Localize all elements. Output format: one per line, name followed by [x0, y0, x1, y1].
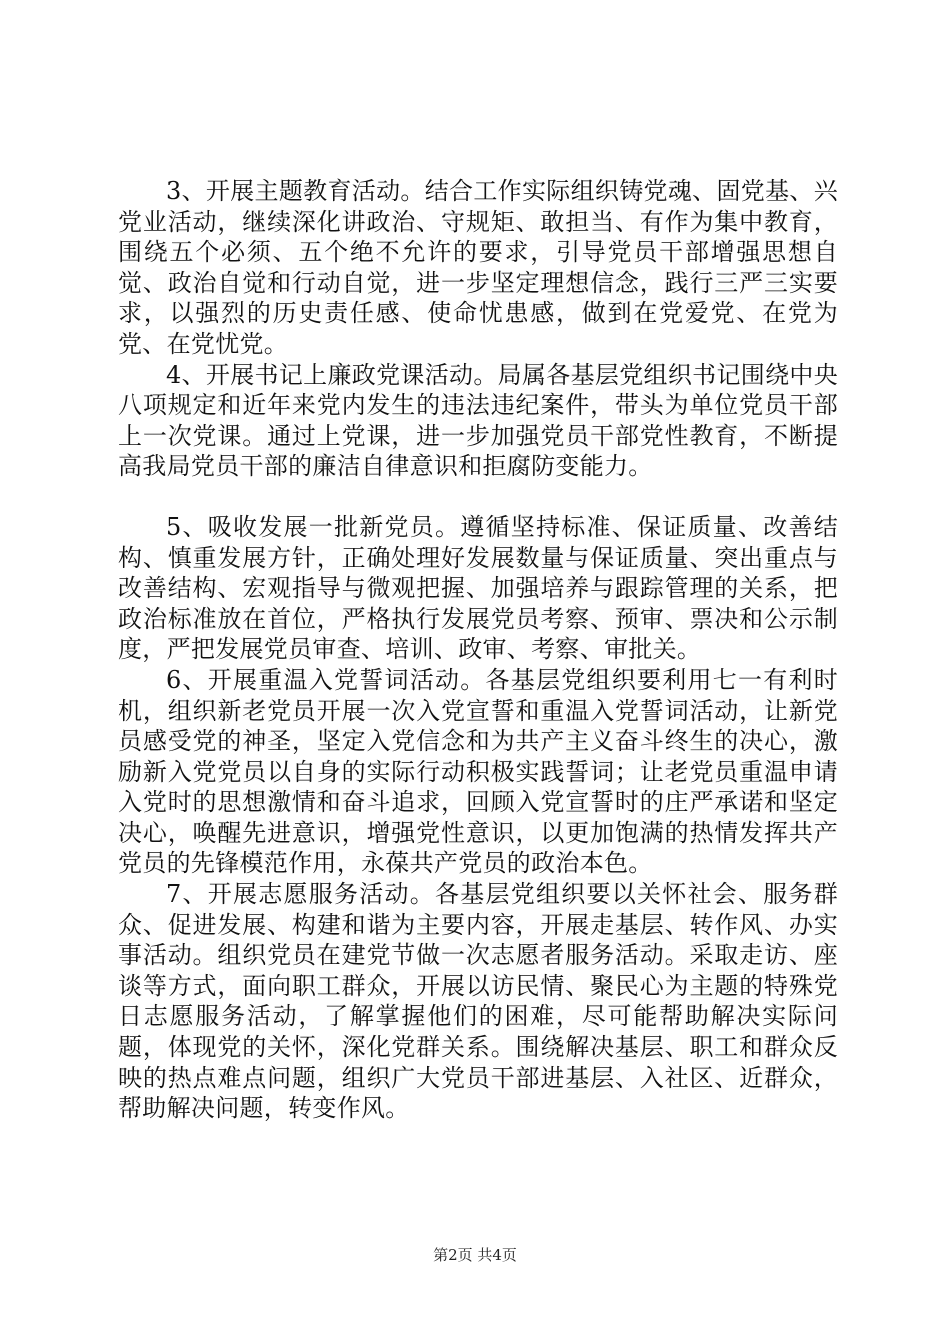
- paragraph-3-theme-education: 3、开展主题教育活动。结合工作实际组织铸党魂、固党基、兴党业活动，继续深化讲政治、守规矩、敢担当、有作为集中教育，围绕五个必须、五个绝不允许的要求，引导党员干部增强思想自觉、政治自觉和行动自觉，进一步坚定理想信念，践行三严三实要求，以强烈的历史责任感、使命忧患感，做到在党爱党、在党为党、在党忧党。: [118, 177, 838, 358]
- paragraph-7-volunteer-service: 7、开展志愿服务活动。各基层党组织要以关怀社会、服务群众、促进发展、构建和谐为主要内容，开展走基层、转作风、办实事活动。组织党员在建党节做一次志愿者服务活动。采取走访、座谈等方式，面向职工群众，开展以访民情、聚民心为主题的特殊党日志愿服务活动，了解掌握他们的困难，尽可能帮助解决实际问题，体现党的关怀，深化党群关系。围绕解决基层、职工和群众反映的热点难点问题，组织广大党员干部进基层、入社区、近群众，帮助解决问题，转变作风。: [118, 880, 838, 1123]
- page-number-footer: 第2页 共4页: [433, 1246, 517, 1264]
- document-body: [118, 176, 838, 1124]
- paragraph-6-oath-review: 6、开展重温入党誓词活动。各基层党组织要利用七一有利时机，组织新老党员开展一次入党宣誓和重温入党誓词活动，让新党员感受党的神圣，坚定入党信念和为共产主义奋斗终生的决心，激励新入党党员以自身的实际行动积极实践誓词；让老党员重温申请入党时的思想激情和奋斗追求，回顾入党宣誓时的庄严承诺和坚定决心，唤醒先进意识，增强党性意识，以更加饱满的热情发挥共产党员的先锋模范作用，永葆共产党员的政治本色。: [118, 665, 838, 878]
- paragraph-4-party-lecture: 4、开展书记上廉政党课活动。局属各基层党组织书记围绕中央八项规定和近年来党内发生的违法违纪案件，带头为单位党员干部上一次党课。通过上党课，进一步加强党员干部党性教育，不断提高我局党员干部的廉洁自律意识和拒腐防变能力。: [118, 360, 838, 481]
- paragraph-5-new-members: 5、吸收发展一批新党员。遵循坚持标准、保证质量、改善结构、慎重发展方针，正确处理好发展数量与保证质量、突出重点与改善结构、宏观指导与微观把握、加强培养与跟踪管理的关系，把政治标准放在首位，严格执行发展党员考察、预审、票决和公示制度，严把发展党员审查、培训、政审、考察、审批关。: [118, 512, 838, 664]
